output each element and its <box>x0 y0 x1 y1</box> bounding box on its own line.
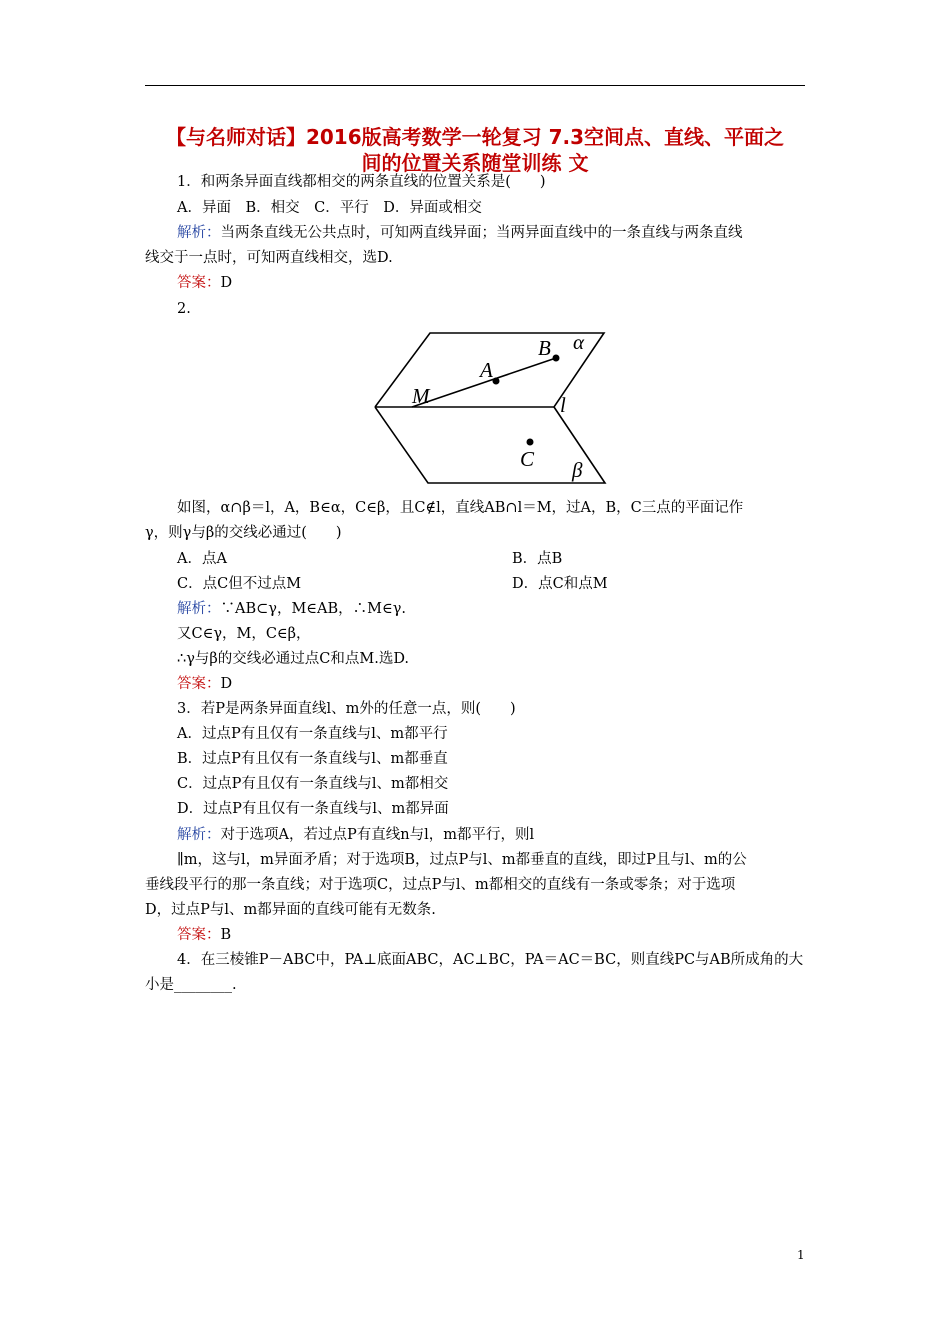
answer-label: 答案： <box>177 927 221 943</box>
q3-option-c: C．过点P有且仅有一条直线与l、m都相交 <box>177 776 449 792</box>
analysis-label: 解析： <box>177 601 221 617</box>
q2-stem-line1: 如图，α∩β＝l，A，B∈α，C∈β，且C∉l，直线AB∩l＝M，过A，B，C三点的平面记作 <box>177 500 744 516</box>
plane-beta <box>375 407 605 483</box>
q3-analysis-line4: D，过点P与l、m都异面的直线可能有无数条. <box>145 902 436 918</box>
label-beta: β <box>572 458 583 482</box>
label-b: B <box>538 336 551 360</box>
point-a <box>493 378 500 385</box>
q3-analysis-line3: 垂线段平行的那一条直线；对于选项C，过点P与l、m都相交的直线有一条或零条；对于选项 <box>145 877 736 893</box>
q2-option-a: A．点A <box>177 551 227 567</box>
q3-answer <box>177 925 231 945</box>
q2-number: 2. <box>177 301 191 317</box>
q3-option-b: B．过点P有且仅有一条直线与l、m都垂直 <box>177 751 448 767</box>
q2-analysis-line2: 又C∈γ，M，C∈β， <box>177 626 311 642</box>
label-c: C <box>520 447 535 471</box>
q2-option-b: B．点B <box>512 551 563 567</box>
label-alpha: α <box>573 330 585 354</box>
doc-title-line2: 间的位置关系随堂训练 文 <box>361 151 589 175</box>
q2-answer <box>177 674 232 694</box>
q2-analysis-line3: ∴γ与β的交线必通过点C和点M.选D. <box>177 651 410 667</box>
header-rule <box>145 85 805 86</box>
q2-stem-line2: γ，则γ与β的交线必通过( ) <box>145 525 342 541</box>
q4-stem-line2: 小是________. <box>145 977 237 993</box>
q1-analysis-line1 <box>177 223 743 243</box>
label-m: M <box>412 384 430 408</box>
answer-label: 答案： <box>177 275 221 291</box>
q2-option-d: D．点C和点M <box>512 576 608 592</box>
answer-label: 答案： <box>177 676 221 692</box>
analysis-text: 对于选项A，若过点P有直线n与l，m都平行，则l <box>220 827 535 843</box>
q3-analysis-line1 <box>177 825 534 845</box>
q1-analysis-line2: 线交于一点时，可知两直线相交，选D. <box>145 250 393 266</box>
analysis-label: 解析： <box>177 827 221 843</box>
q3-analysis-line2: ∥m，这与l，m异面矛盾；对于选项B，过点P与l、m都垂直的直线，即过P且与l、m的公 <box>177 852 747 868</box>
point-b <box>553 355 560 362</box>
analysis-text: ∵AB⊂γ，M∈AB，∴M∈γ. <box>220 601 407 617</box>
q2-option-c: C．点C但不过点M <box>177 576 302 592</box>
analysis-label: 解析： <box>177 225 221 241</box>
answer-value: D <box>220 676 233 692</box>
doc-title-line1: 【与名师对话】2016版高考数学一轮复习 7.3空间点、直线、平面之 <box>165 125 785 149</box>
q2-analysis-line1 <box>177 599 406 619</box>
q1-stem: 1．和两条异面直线都相交的两条直线的位置关系是( ) <box>177 174 546 190</box>
q4-stem-line1: 4．在三棱锥P－ABC中，PA⊥底面ABC，AC⊥BC，PA＝AC＝BC，则直线PC与AB所成角的大 <box>177 952 804 968</box>
label-l: l <box>560 393 566 417</box>
page-number: 1 <box>797 1248 805 1262</box>
answer-value: D <box>220 275 233 291</box>
answer-value: B <box>220 927 232 943</box>
q1-options: A．异面 B．相交 C．平行 D．异面或相交 <box>177 200 482 216</box>
label-a: A <box>480 358 493 382</box>
q3-stem: 3．若P是两条异面直线l、m外的任意一点，则( ) <box>177 701 516 717</box>
planes-figure <box>368 325 618 490</box>
q1-answer <box>177 273 232 293</box>
analysis-text: 当两条直线无公共点时，可知两直线异面；当两异面直线中的一条直线与两条直线 <box>220 225 743 241</box>
q3-option-d: D．过点P有且仅有一条直线与l、m都异面 <box>177 801 449 817</box>
q3-option-a: A．过点P有且仅有一条直线与l、m都平行 <box>177 726 448 742</box>
point-c <box>527 439 534 446</box>
